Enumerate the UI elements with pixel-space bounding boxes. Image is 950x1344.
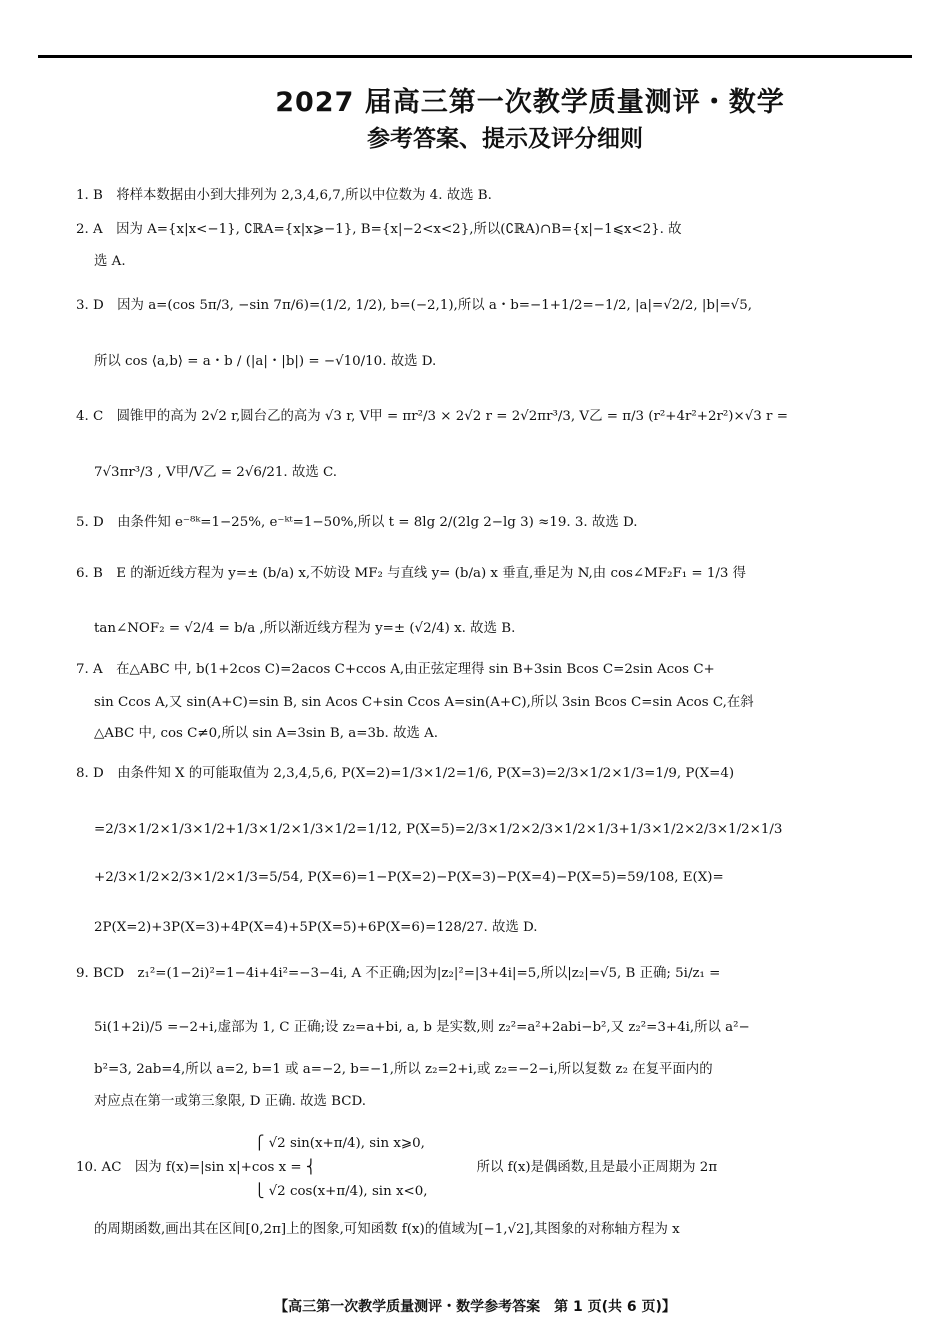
- answer-line: 7√3πr³/3 , V甲/V乙 = 2√6/21. 故选 C.: [94, 465, 338, 480]
- answer-line: tan∠NOF₂ = √2/4 = b/a ,所以渐近线方程为 y=± (√2/4) x. 故选 B.: [94, 621, 516, 636]
- answer-line: 5i(1+2i)/5 =−2+i,虚部为 1, C 正确;设 z₂=a+bi, a, b 是实数,则 z₂²=a²+2abi−b²,又 z₂²=3+4i,所以 a²−: [94, 1020, 750, 1035]
- top-rule: [38, 55, 912, 58]
- answer-line: 2. A 因为 A={x|x<−1}, ∁ℝA={x|x⩾−1}, B={x|−2<x<2},所以(∁ℝA)∩B={x|−1⩽x<2}. 故: [76, 222, 682, 237]
- answer-line: sin Ccos A,又 sin(A+C)=sin B, sin Acos C+sin Ccos A=sin(A+C),所以 3sin Bcos C=sin Acos C,在斜: [94, 695, 754, 710]
- answer-line: 5. D 由条件知 e⁻⁸ᵏ=1−25%, e⁻ᵏᵗ=1−50%,所以 t = 8lg 2/(2lg 2−lg 3) ≈19. 3. 故选 D.: [76, 515, 638, 530]
- answer-line: 1. B 将样本数据由小到大排列为 2,3,4,6,7,所以中位数为 4. 故选 B.: [76, 188, 492, 203]
- answer-line: ⎩ √2 cos(x+π/4), sin x<0,: [76, 1184, 428, 1199]
- page-title: 2027 届高三第一次教学质量测评・数学: [275, 87, 785, 118]
- answer-line: 所以 cos ⟨a,b⟩ = a・b / (|a|・|b|) = −√10/10. 故选 D.: [94, 354, 437, 369]
- answer-line: 4. C 圆锥甲的高为 2√2 r,圆台乙的高为 √3 r, V甲 = πr²/3 × 2√2 r = 2√2πr³/3, V乙 = π/3 (r²+4r²+2r²)×√3 r =: [76, 409, 788, 424]
- answer-line: 的周期函数,画出其在区间[0,2π]上的图象,可知函数 f(x)的值域为[−1,√2],其图象的对称轴方程为 x: [94, 1222, 680, 1237]
- answer-line: 2P(X=2)+3P(X=3)+4P(X=4)+5P(X=5)+6P(X=6)=128/27. 故选 D.: [94, 920, 538, 935]
- answer-line: 7. A 在△ABC 中, b(1+2cos C)=2acos C+ccos A,由正弦定理得 sin B+3sin Bcos C=2sin Acos C+: [76, 662, 715, 677]
- answer-line: 3. D 因为 a=(cos 5π/3, −sin 7π/6)=(1/2, 1/2), b=(−2,1),所以 a・b=−1+1/2=−1/2, |a|=√2/2, |b|=√5,: [76, 298, 752, 313]
- answer-line: 10. AC 因为 f(x)=|sin x|+cos x = ⎨ 所以 f(x)是偶函数,且是最小正周期为 2π: [76, 1160, 718, 1175]
- answer-line: +2/3×1/2×2/3×1/2×1/3=5/54, P(X=6)=1−P(X=2)−P(X=3)−P(X=4)−P(X=5)=59/108, E(X)=: [94, 870, 724, 885]
- answer-line: 选 A.: [94, 254, 126, 269]
- page-footer: 【高三第一次教学质量测评・数学参考答案 第 1 页(共 6 页)】: [274, 1299, 676, 1315]
- answer-line: 8. D 由条件知 X 的可能取值为 2,3,4,5,6, P(X=2)=1/3×1/2=1/6, P(X=3)=2/3×1/2×1/3=1/9, P(X=4): [76, 766, 735, 781]
- answer-line: 对应点在第一或第三象限, D 正确. 故选 BCD.: [94, 1094, 366, 1109]
- answer-line: ⎧ √2 sin(x+π/4), sin x⩾0,: [76, 1136, 425, 1151]
- answer-line: 9. BCD z₁²=(1−2i)²=1−4i+4i²=−3−4i, A 不正确;因为|z₂|²=|3+4i|=5,所以|z₂|=√5, B 正确; 5i/z₁ =: [76, 966, 721, 981]
- answer-line: =2/3×1/2×1/3×1/2+1/3×1/2×1/3×1/2=1/12, P(X=5)=2/3×1/2×2/3×1/2×1/3+1/3×1/2×2/3×1/2×1/3: [94, 822, 783, 837]
- page-subtitle: 参考答案、提示及评分细则: [367, 126, 643, 152]
- answer-line: b²=3, 2ab=4,所以 a=2, b=1 或 a=−2, b=−1,所以 z₂=2+i,或 z₂=−2−i,所以复数 z₂ 在复平面内的: [94, 1062, 713, 1077]
- answer-line: 6. B E 的渐近线方程为 y=± (b/a) x,不妨设 MF₂ 与直线 y= (b/a) x 垂直,垂足为 N,由 cos∠MF₂F₁ = 1/3 得: [76, 566, 747, 581]
- answer-line: △ABC 中, cos C≠0,所以 sin A=3sin B, a=3b. 故选 A.: [94, 726, 439, 741]
